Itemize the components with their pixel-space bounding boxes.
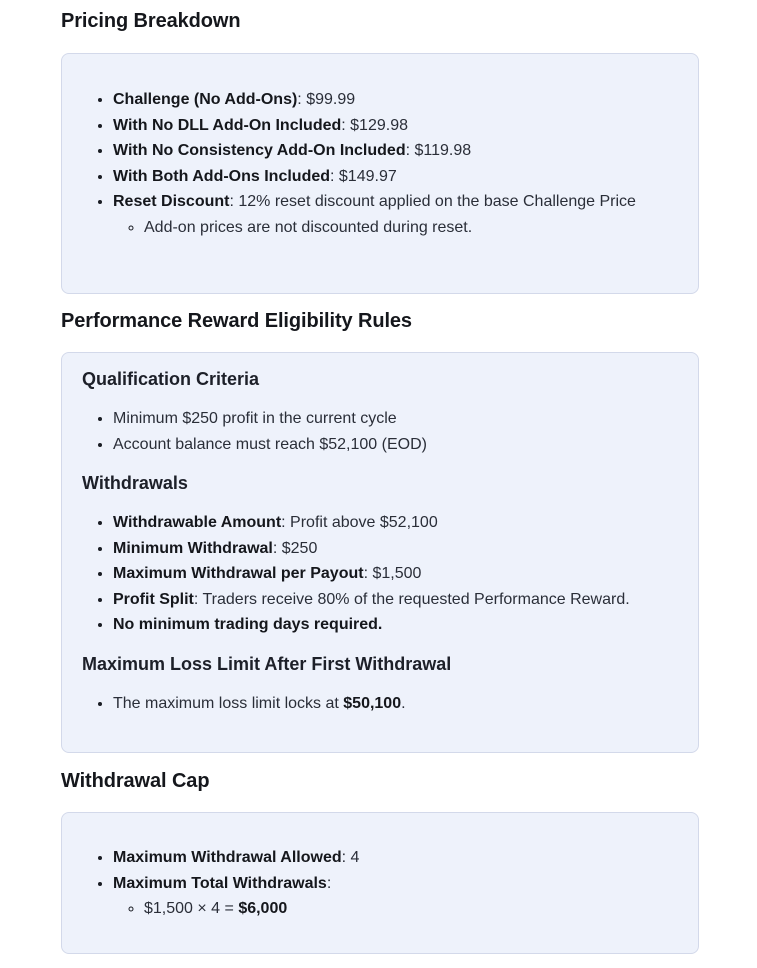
list-item: • Maximum Withdrawal per Payout: $1,500 xyxy=(113,561,698,587)
reset-note: ◦ Add-on prices are not discounted during reset. xyxy=(144,215,678,241)
list-item: • No minimum trading days required. xyxy=(113,612,698,638)
list-item: • Withdrawable Amount: Profit above $52,100 xyxy=(113,510,698,536)
cap-sublist xyxy=(113,896,698,922)
cap-list xyxy=(62,845,698,922)
list-item: • Account balance must reach $52,100 (EOD) xyxy=(113,432,698,458)
reset-sublist xyxy=(113,215,678,241)
list-item: • Challenge (No Add-Ons): $99.99 xyxy=(113,87,698,113)
pricing-card xyxy=(61,53,699,294)
list-item: • Maximum Withdrawal Allowed: 4 xyxy=(113,845,698,871)
cap-calc: ◦ $1,500 × 4 = $6,000 xyxy=(144,896,698,922)
list-item: • The maximum loss limit locks at $50,100. xyxy=(113,691,698,717)
pricing-title: Pricing Breakdown xyxy=(61,10,241,32)
list-item: • Minimum $250 profit in the current cycle xyxy=(113,406,698,432)
withdrawals-list xyxy=(62,510,698,638)
qualification-list xyxy=(62,406,698,457)
list-item: • With No DLL Add-On Included: $129.98 xyxy=(113,113,698,139)
withdrawals-heading: Withdrawals xyxy=(82,473,188,493)
cap-card xyxy=(61,812,699,954)
cap-title: Withdrawal Cap xyxy=(61,770,210,792)
list-item: • Profit Split: Traders receive 80% of the requested Performance Reward. xyxy=(113,587,698,613)
loss-limit-list xyxy=(62,691,698,717)
loss-limit-heading: Maximum Loss Limit After First Withdrawal xyxy=(82,653,452,674)
pricing-list xyxy=(62,87,698,240)
list-item: • With Both Add-Ons Included: $149.97 xyxy=(113,164,698,190)
list-item: • Minimum Withdrawal: $250 xyxy=(113,536,698,562)
list-item: • Reset Discount: 12% reset discount applied on the base Challenge Price ◦ Add-on prices are not discounted during reset. xyxy=(113,189,698,240)
eligibility-title: Performance Reward Eligibility Rules xyxy=(61,310,412,332)
eligibility-card xyxy=(61,352,699,753)
qualification-heading: Qualification Criteria xyxy=(82,369,260,389)
list-item: • With No Consistency Add-On Included: $119.98 xyxy=(113,138,698,164)
list-item: • Maximum Total Withdrawals: ◦ $1,500 × 4 = $6,000 xyxy=(113,871,698,922)
